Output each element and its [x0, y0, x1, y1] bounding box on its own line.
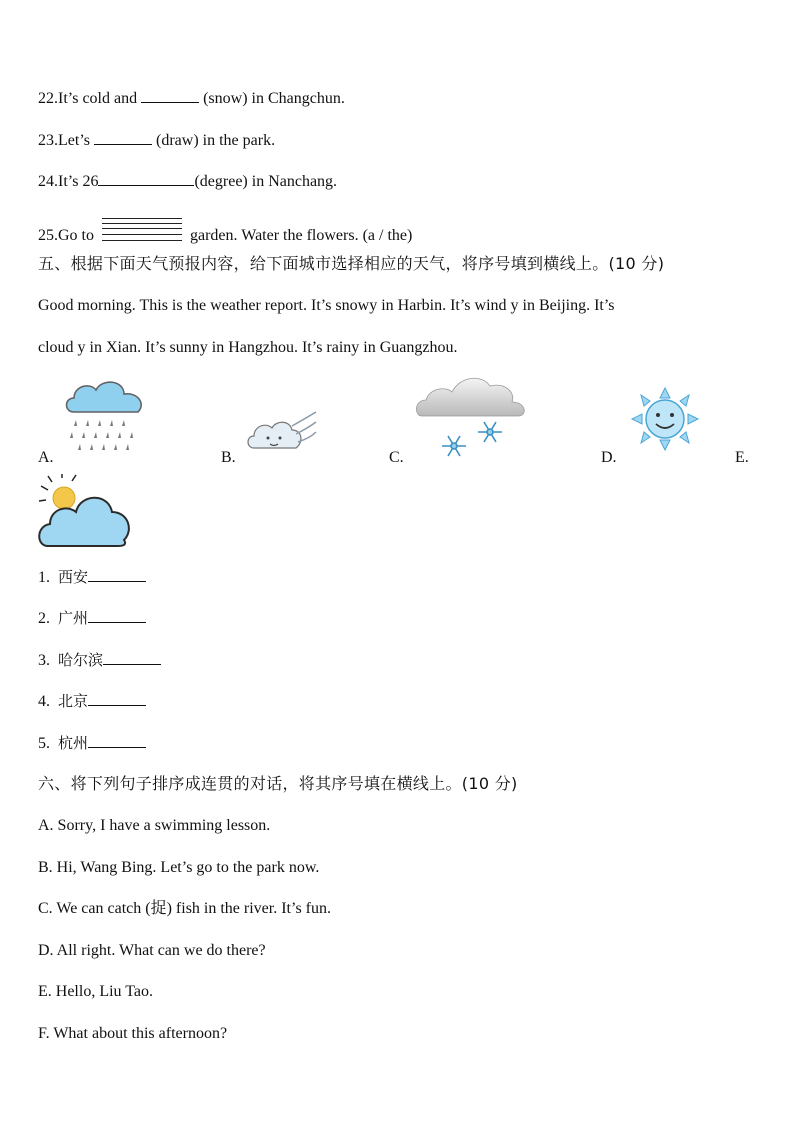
city-number: 1.: [38, 569, 50, 586]
answer-blank[interactable]: [98, 171, 194, 186]
answer-blank[interactable]: [88, 608, 146, 623]
dialogue-sentence: D. All right. What can we do there?: [38, 942, 266, 959]
city-item: [38, 691, 146, 712]
city-item: [38, 733, 146, 754]
dialogue-sentence: C. We can catch (捉) fish in the river. It’s fun.: [38, 900, 332, 917]
rain-cloud-icon: [62, 376, 150, 458]
question-text: 22.It’s cold and: [38, 90, 142, 107]
answer-blank[interactable]: [103, 650, 161, 665]
dialogue-sentence: B. Hi, Wang Bing. Let’s go to the park now.: [38, 859, 320, 876]
question-text: (draw) in the park.: [152, 132, 276, 149]
city-name: 杭州: [58, 734, 89, 752]
partly-cloudy-icon: [38, 474, 132, 550]
sun-icon: [630, 386, 700, 452]
answer-blank[interactable]: [88, 691, 146, 706]
question-text: 25.Go to: [38, 227, 94, 244]
option-letter-a: A.: [38, 449, 54, 466]
answer-blank[interactable]: [94, 130, 152, 145]
question-24: [38, 171, 337, 192]
answer-blank[interactable]: [88, 733, 146, 748]
question-text: 23.Let’s: [38, 132, 94, 149]
section-5-heading: 五、根据下面天气预报内容，给下面城市选择相应的天气，将序号填到横线上。(10 分): [38, 254, 665, 273]
option-letter-e: E.: [735, 449, 749, 466]
dialogue-sentence: A. Sorry, I have a swimming lesson.: [38, 817, 271, 834]
option-letter-d: D.: [601, 449, 617, 466]
city-number: 3.: [38, 652, 50, 669]
weather-passage-line-1: Good morning. This is the weather report. It’s snowy in Harbin. It’s wind y in Beijing. It’s: [38, 297, 615, 314]
answer-blank[interactable]: [102, 218, 182, 244]
city-item: [38, 650, 161, 671]
city-number: 2.: [38, 610, 50, 627]
dialogue-sentence: E. Hello, Liu Tao.: [38, 983, 154, 1000]
city-number: 4.: [38, 693, 50, 710]
answer-blank[interactable]: [141, 88, 199, 103]
city-item: [38, 608, 146, 629]
city-name: 西安: [58, 568, 89, 586]
question-text: (snow) in Changchun.: [199, 90, 345, 107]
dialogue-sentence: F. What about this afternoon?: [38, 1025, 228, 1042]
question-22: [38, 88, 345, 109]
city-number: 5.: [38, 735, 50, 752]
answer-blank[interactable]: [88, 567, 146, 582]
question-text: (degree) in Nanchang.: [194, 173, 338, 190]
section-6-heading: 六、将下列句子排序成连贯的对话，将其序号填在横线上。(10 分): [38, 774, 518, 793]
wind-cloud-icon: [246, 408, 318, 464]
question-text: 24.It’s 26: [38, 173, 99, 190]
question-23: [38, 130, 275, 151]
city-name: 哈尔滨: [58, 651, 104, 669]
weather-passage-line-2: cloud y in Xian. It’s sunny in Hangzhou. It’s rainy in Guangzhou.: [38, 339, 458, 356]
city-name: 北京: [58, 692, 89, 710]
option-letter-b: B.: [221, 449, 236, 466]
option-letter-c: C.: [389, 449, 404, 466]
city-name: 广州: [58, 609, 89, 627]
question-text: garden. Water the flowers. (a / the): [190, 227, 413, 244]
city-item: [38, 567, 146, 588]
question-25: [38, 218, 412, 246]
snow-cloud-icon: [416, 374, 528, 464]
